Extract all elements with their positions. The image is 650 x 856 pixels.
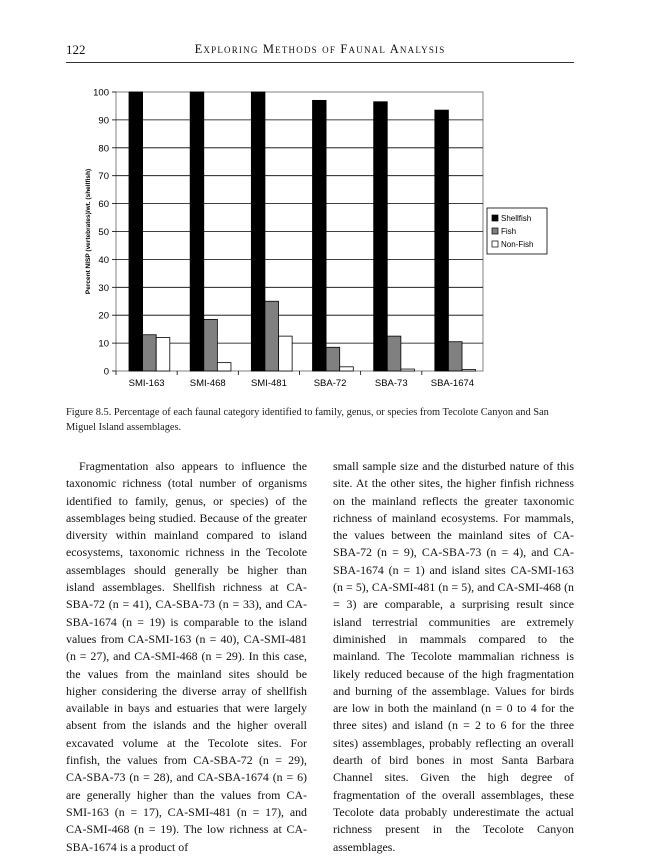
body-paragraph-right: small sample size and the disturbed nature of this site. At the other sites, the higher finfish richness on the mainland reflects the greater taxonomic richness of mainland ecosystems. For mammals, the values between the mainland sites of CA-SBA-72 (n = 9), CA-SBA-73 (n = 4), and CA-SBA-1674 (n = 1) and island sites CA-SMI-163 (n = 5), CA-SMI-481 (n = 5), and CA-SMI-468 (n = 3) are comparable, a surprising result since island terrestrial communities are extremely diminished in mammals compared to the mainland. The Tecolote mammalian richness is likely reduced because of the high fragmentation and burning of the assemblage. Values for birds are low in both the mainland (n = 0 to 4 for the three sites) and island (n = 2 to 6 for the three sites) assemblages, probably reflecting an overall dearth of bird bones in most Santa Barbara Channel sites. Given the high degree of fragmentation of the overall assemblages, these Tecolote data probably underestimate the actual richness present in the Tecolote Canyon assemblages. bbox=[333, 459, 574, 854]
bar-fish bbox=[448, 342, 462, 371]
bar-non-fish bbox=[156, 338, 170, 371]
page-number: 122 bbox=[66, 42, 86, 57]
body-column-left bbox=[66, 458, 307, 856]
page-header bbox=[66, 42, 574, 63]
x-tick-label: SBA-73 bbox=[374, 378, 408, 389]
legend-swatch bbox=[492, 215, 498, 221]
bar-shellfish bbox=[251, 92, 265, 371]
bar-shellfish bbox=[374, 102, 388, 371]
legend-label: Fish bbox=[501, 227, 517, 236]
legend-label: Shellfish bbox=[501, 214, 532, 223]
bar-fish bbox=[326, 347, 340, 371]
legend-swatch bbox=[492, 228, 498, 234]
y-tick-label: 70 bbox=[98, 171, 109, 183]
y-tick-label: 90 bbox=[98, 115, 109, 127]
legend-swatch bbox=[492, 241, 498, 247]
bar-shellfish bbox=[435, 110, 449, 371]
body-column-right bbox=[333, 458, 574, 856]
y-tick-label: 0 bbox=[103, 366, 109, 378]
bar-fish bbox=[143, 335, 157, 371]
y-tick-label: 80 bbox=[98, 143, 109, 155]
bar-shellfish bbox=[313, 100, 327, 371]
running-head: Exploring Methods of Faunal Analysis bbox=[194, 42, 446, 56]
x-tick-label: SMI-163 bbox=[128, 378, 165, 389]
y-tick-label: 50 bbox=[98, 227, 109, 238]
y-tick-label: 100 bbox=[93, 87, 109, 99]
y-axis-label: Percent NISP (vertebrates)/wt. (shellfish) bbox=[85, 168, 92, 295]
x-tick-label: SMI-468 bbox=[189, 378, 226, 389]
y-tick-label: 10 bbox=[98, 338, 109, 350]
body-paragraph-left: Fragmentation also appears to influence the taxonomic richness (total number of organisms identified to family, genus, or species) of the assemblages being studied. Because of the greater diversity within mainland compared to island ecosystems, taxonomic richness in the Tecolote assemblages should generally be higher than island assemblages. Shellfish richness at CA-SBA-72 (n = 41), CA-SBA-73 (n = 33), and CA-SBA-1674 (n = 19) is comparable to the island values from CA-SMI-163 (n = 40), CA-SMI-481 (n = 27), and CA-SMI-468 (n = 29). In this case, the values from the mainland sites should be higher considering the diverse array of shellfish available in bays and estuaries that were largely absent from the islands and the higher overall excavated volume at the Tecolote sites. For finfish, the values from CA-SBA-72 (n = 29), CA-SBA-73 (n = 28), and CA-SBA-1674 (n = 6) are generally higher than the values from CA-SMI-163 (n = 17), CA-SMI-481 (n = 17), and CA-SMI-468 (n = 19). The low richness at CA-SBA-1674 is a product of bbox=[66, 459, 307, 854]
legend-label: Non-Fish bbox=[501, 240, 534, 249]
bar-non-fish bbox=[401, 369, 415, 371]
bar-fish bbox=[387, 336, 401, 371]
y-tick-label: 60 bbox=[98, 199, 109, 211]
y-tick-label: 40 bbox=[98, 254, 109, 266]
y-tick-label: 30 bbox=[98, 282, 109, 294]
y-tick-label: 20 bbox=[98, 310, 109, 322]
bar-non-fish bbox=[217, 363, 231, 371]
bar-fish bbox=[265, 301, 279, 371]
bar-fish bbox=[204, 319, 218, 371]
bar-non-fish bbox=[462, 370, 476, 371]
bar-non-fish bbox=[279, 336, 293, 371]
x-tick-label: SBA-1674 bbox=[430, 378, 475, 389]
x-tick-label: SMI-481 bbox=[250, 378, 287, 389]
bar-shellfish bbox=[190, 92, 204, 371]
bar-chart bbox=[84, 80, 554, 392]
bar-non-fish bbox=[340, 367, 354, 371]
x-tick-label: SBA-72 bbox=[313, 378, 347, 389]
figure-caption: Figure 8.5. Percentage of each faunal category identified to family, genus, or species from Tecolote Canyon and San Miguel Island assemblages. bbox=[66, 407, 549, 433]
bar-shellfish bbox=[129, 92, 143, 371]
